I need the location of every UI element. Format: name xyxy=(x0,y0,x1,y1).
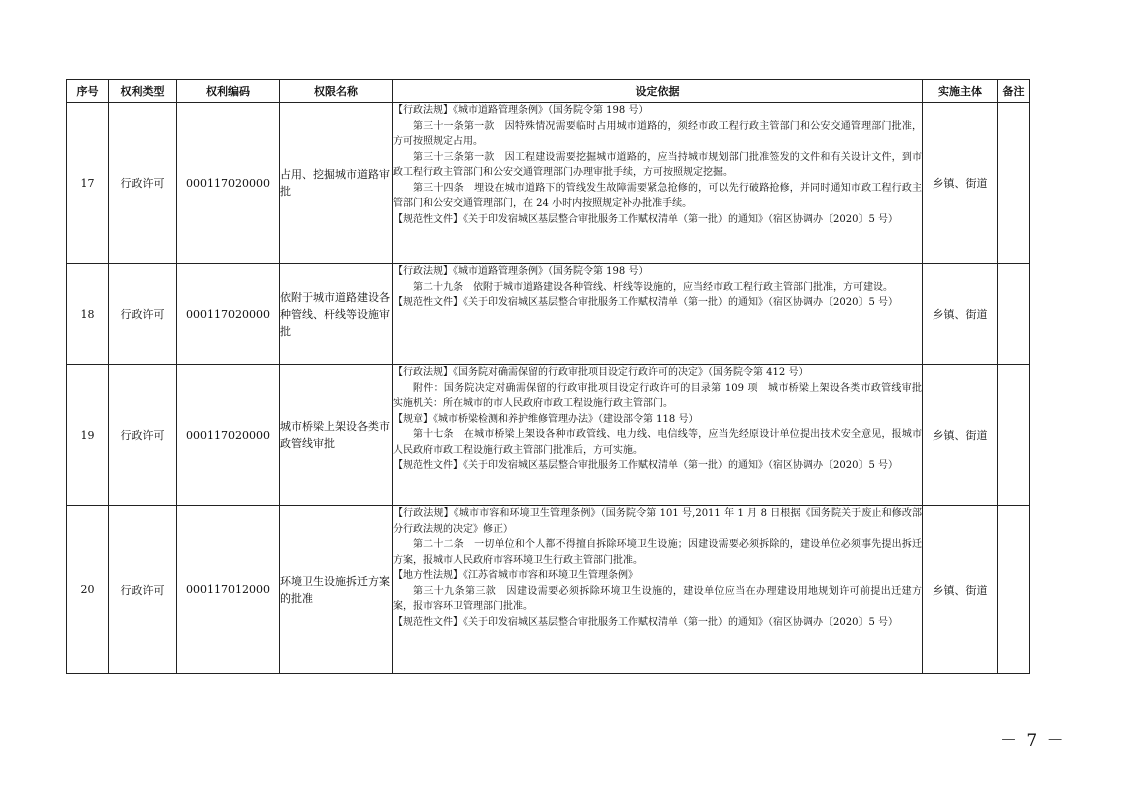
cell-code: 000117020000 xyxy=(177,103,280,264)
basis-line: 附件：国务院决定对确需保留的行政审批项目设定行政许可的目录第 109 项 城市桥梁上架设各类市政管线审批 实施机关：所在城市的市人民政府市政工程设施行政主管部门。 xyxy=(393,382,932,409)
basis-line: 【规范性文件】《关于印发宿城区基层整合审批服务工作赋权清单（第一批）的通知》（宿区协调办〔2020〕5 号） xyxy=(393,297,898,308)
table-header-row xyxy=(67,80,1030,103)
cell-basis xyxy=(393,365,932,506)
header-code: 权利编码 xyxy=(177,80,280,103)
header-subject: 实施主体 xyxy=(923,80,998,103)
authority-table xyxy=(66,79,1030,674)
cell-remark xyxy=(998,103,1030,264)
basis-line: 第三十三条第一款 因工程建设需要挖掘城市道路的，应当持城市规划部门批准签发的文件和有关设计文件，到市政工程行政主管部门和公安交通管理部门办理审批手续，方可按照规定挖掘。 xyxy=(393,151,922,178)
table-row xyxy=(67,365,1030,506)
cell-type: 行政许可 xyxy=(109,506,177,674)
cell-name: 环境卫生设施拆迁方案的批准 xyxy=(280,506,393,674)
header-seq: 序号 xyxy=(67,80,109,103)
basis-line: 第十七条 在城市桥梁上架设各种市政管线、电力线、电信线等，应当先经原设计单位提出技术安全意见，报城市人民政府市政工程设施行政主管部门批准后，方可实施。 xyxy=(393,429,922,456)
cell-basis xyxy=(393,103,923,264)
cell-subject: 乡镇、街道 xyxy=(923,506,998,674)
basis-line: 【规范性文件】《关于印发宿城区基层整合审批服务工作赋权清单（第一批）的通知》（宿区协调办〔2020〕5 号） xyxy=(393,460,898,471)
basis-line: 【规范性文件】《关于印发宿城区基层整合审批服务工作赋权清单（第一批）的通知》（宿区协调办〔2020〕5 号） xyxy=(393,213,898,225)
cell-seq: 17 xyxy=(67,103,109,264)
basis-line: 第二十二条 一切单位和个人都不得擅自拆除环境卫生设施；因建设需要必须拆除的，建设单位必须事先提出拆迁方案，报城市人民政府市容环境卫生行政主管部门批准。 xyxy=(393,539,922,566)
cell-seq: 19 xyxy=(67,365,109,506)
cell-remark xyxy=(998,506,1030,674)
header-name: 权限名称 xyxy=(280,80,393,103)
page-number: － 7 － xyxy=(1000,731,1066,751)
basis-line: 【规章】《城市桥梁检测和养护维修管理办法》（建设部令第 118 号） xyxy=(393,413,699,425)
header-remark: 备注 xyxy=(998,80,1030,103)
header-basis: 设定依据 xyxy=(393,80,923,103)
table-row xyxy=(67,506,1030,674)
basis-line: 【行政法规】《城市道路管理条例》（国务院令第 198 号） xyxy=(393,105,649,116)
basis-line: 【规范性文件】《关于印发宿城区基层整合审批服务工作赋权清单（第一批）的通知》（宿区协调办〔2020〕5 号） xyxy=(393,616,898,628)
basis-line: 【行政法规】《城市市容和环境卫生管理条例》（国务院令第 101 号,2011 年 1 月 8 日根据《国务院关于废止和修改部分行政法规的决定》修正） xyxy=(393,508,922,535)
cell-basis xyxy=(393,264,923,365)
cell-remark xyxy=(998,365,1030,506)
cell-type: 行政许可 xyxy=(109,264,177,365)
cell-code: 000117020000 xyxy=(177,264,280,365)
cell-code: 000117012000 xyxy=(177,506,280,674)
cell-code: 000117020000 xyxy=(177,365,280,506)
table-row xyxy=(67,103,1030,264)
basis-line: 【地方性法规】《江苏省城市市容和环境卫生管理条例》 xyxy=(393,570,638,581)
cell-subject: 乡镇、街道 xyxy=(923,264,998,365)
basis-line: 第三十一条第一款 因特殊情况需要临时占用城市道路的，须经市政工程行政主管部门和公安交通管理部门批准，方可按照规定占用。 xyxy=(393,120,922,147)
cell-type: 行政许可 xyxy=(109,103,177,264)
cell-seq: 18 xyxy=(67,264,109,365)
basis-line: 【行政法规】《城市道路管理条例》（国务院令第 198 号） xyxy=(393,266,649,277)
cell-subject: 乡镇、街道 xyxy=(923,365,998,506)
table-row xyxy=(67,264,1030,365)
basis-line: 第二十九条 依附于城市道路建设各种管线、杆线等设施的，应当经市政工程行政主管部门批准，方可建设。 xyxy=(413,281,893,293)
cell-name: 依附于城市道路建设各种管线、杆线等设施审批 xyxy=(280,264,393,365)
basis-line: 第三十九条第三款 因建设需要必须拆除环境卫生设施的，建设单位应当在办理建设用地规划许可前提出迁建方案，报市容环卫管理部门批准。 xyxy=(393,585,922,612)
basis-line: 第三十四条 埋设在城市道路下的管线发生故障需要紧急抢修的，可以先行破路抢修，并同时通知市政工程行政主管部门和公安交通管理部门，在 24 小时内按照规定补办批准手续。 xyxy=(393,182,922,209)
cell-seq: 20 xyxy=(67,506,109,674)
basis-line: 【行政法规】《国务院对确需保留的行政审批项目设定行政许可的决定》（国务院令第 412 号） xyxy=(393,367,809,378)
cell-name: 城市桥梁上架设各类市政管线审批 xyxy=(280,365,393,506)
cell-basis xyxy=(393,506,923,674)
header-type: 权利类型 xyxy=(109,80,177,103)
cell-name: 占用、挖掘城市道路审批 xyxy=(280,103,393,264)
cell-remark xyxy=(998,264,1030,365)
cell-type: 行政许可 xyxy=(109,365,177,506)
cell-subject: 乡镇、街道 xyxy=(923,103,998,264)
